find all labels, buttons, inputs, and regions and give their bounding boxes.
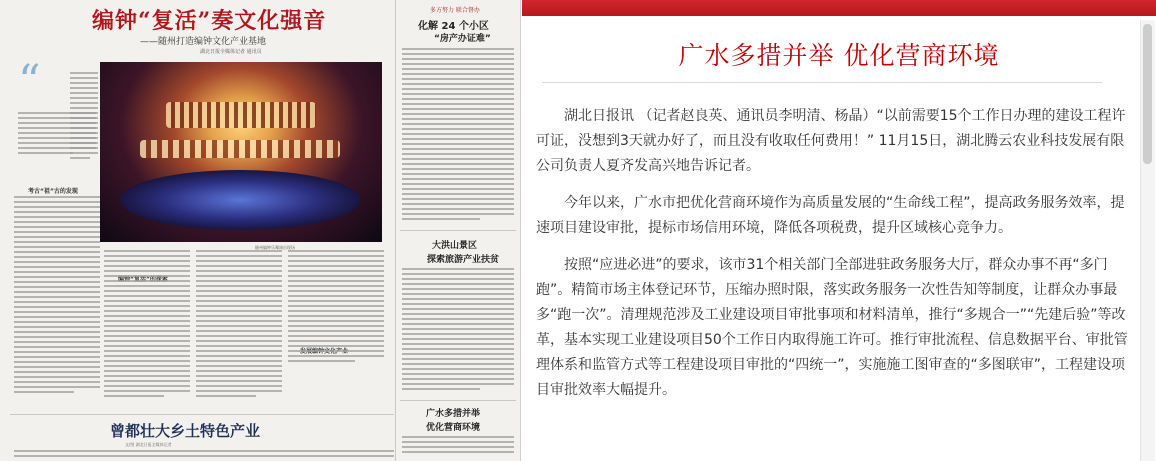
- newspaper-main-subhead: ——随州打造编钟文化产业基地: [140, 37, 267, 47]
- lead-text-column-2: [18, 112, 96, 182]
- article-paragraph-3: 按照“应进必进”的要求，该市31个相关部门全部进驻政务服务大厅，群众办事不再“多门跑”。精简市场主体登记环节，压缩办照时限，落实政务服务一次性告知等制度，让群众办事最多“跑一次”。清理规范涉及工业建设项目审批事项和材料清单，推行“多规合一”“先建后验”等改革，基本实现工业建设项目50个工作日内取得施工许可。推行审批流程、信息数据平台、审批管理体系和监管方式等工程建设项目审批的“四统一”，实施施工图审查的“多图联审”，工程建设项目审批效率大幅提升。: [536, 257, 1128, 398]
- photo-stage-floor: [120, 170, 360, 230]
- right-column-body-3: [402, 436, 514, 460]
- story-divider-2: [400, 400, 516, 401]
- section-title-1: 考古“祖”古的发现: [28, 188, 78, 195]
- body-column-3: [196, 250, 282, 412]
- newspaper-main-headline: 编钟“复活”奏文化强音: [92, 8, 327, 34]
- right-column-body-1: [402, 48, 514, 228]
- article-body: [536, 104, 1136, 415]
- bottom-byline: 文/图 湖北日报全媒体记者: [125, 442, 172, 447]
- quote-mark-icon: “: [18, 56, 41, 107]
- top-red-bar: [522, 0, 1156, 16]
- mid-right-headline: 大洪山景区: [432, 241, 478, 251]
- top-right-headline: 化解 24 个小区: [418, 21, 489, 32]
- scrollbar-thumb[interactable]: [1143, 24, 1152, 164]
- title-divider: [542, 82, 1102, 83]
- photo-stage-middle: [140, 140, 340, 158]
- top-right-kicker: 多方努力 联合督办: [430, 7, 480, 14]
- bottom-story-divider: [10, 414, 394, 415]
- photo-stage-top: [166, 102, 316, 128]
- body-column-4: [288, 250, 384, 412]
- newspaper-main-byline: 湖北日报全媒体记者 通讯员: [200, 49, 262, 55]
- right-column-body-2: [402, 268, 514, 398]
- article-panel: [522, 0, 1156, 461]
- article-paragraph-1: 湖北日报讯 （记者赵良英、通讯员李明清、杨晶）“以前需要15个工作日办理的建设工程许可证，没想到3天就办好了，而且没有收取任何费用！” 11月15日，湖北腾云农业科技发展有限公司负责人夏齐发高兴地告诉记者。: [536, 108, 1126, 174]
- mid-right-subheadline: 探索旅游产业扶贫: [427, 255, 500, 265]
- bottom-headline: 曾都壮大乡土特色产业: [110, 422, 261, 440]
- body-column-1: [14, 196, 100, 410]
- newspaper-page-image: [0, 0, 521, 461]
- story-divider-1: [400, 230, 516, 231]
- bottom-right-subheadline: 优化营商环境: [426, 423, 481, 433]
- top-right-subheadline: “房产办证难”: [434, 34, 491, 44]
- photo-caption: 随州编钟乐舞演出现场: [255, 245, 295, 250]
- bottom-right-headline: 广水多措并举: [426, 409, 481, 419]
- feature-photo: [100, 62, 382, 242]
- body-column-2: [104, 250, 190, 412]
- column-divider: [395, 0, 396, 461]
- bottom-body: [14, 450, 394, 460]
- article-paragraph-2: 今年以来，广水市把优化营商环境作为高质量发展的“生命线工程”，提高政务服务效率，提速项目建设审批，提标市场信用环境，降低各项税费，提升区域核心竞争力。: [536, 195, 1125, 236]
- article-title: 广水多措并举 优化营商环境: [678, 41, 1000, 70]
- vertical-scrollbar[interactable]: [1140, 20, 1155, 461]
